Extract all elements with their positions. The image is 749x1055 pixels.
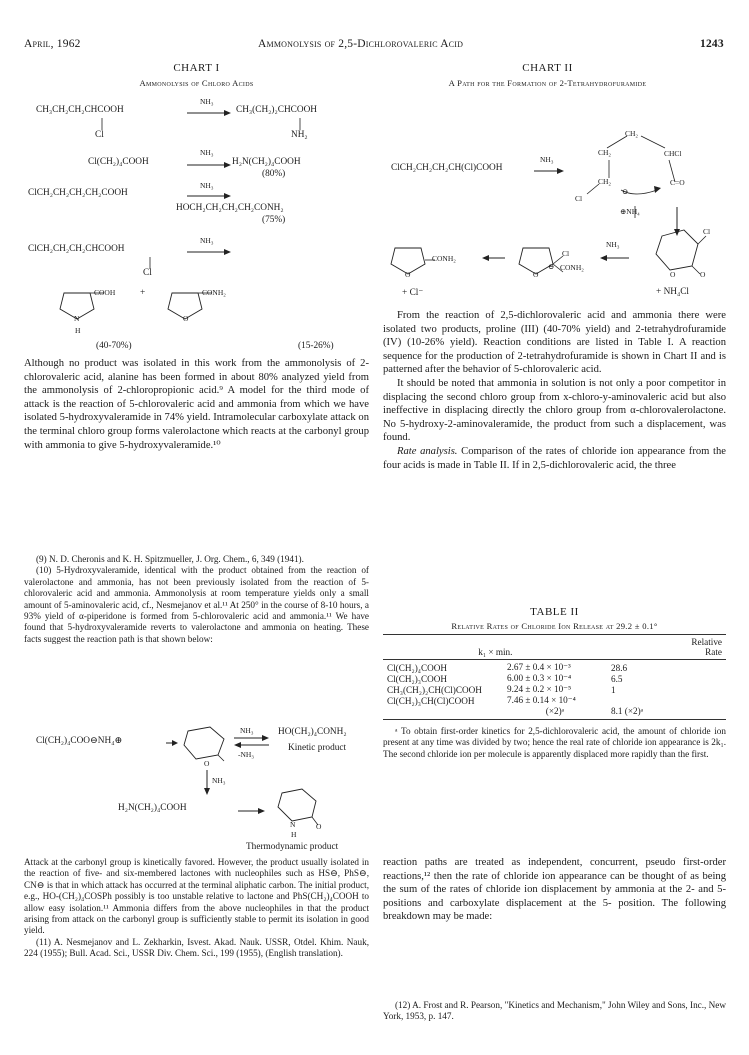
chart-2 <box>375 62 720 88</box>
chart-1-arrow-2 <box>186 160 232 170</box>
scheme-arrow-2 <box>238 806 266 816</box>
chart-1-reactant-2: Cl(CH₂)₄COOH <box>88 157 149 167</box>
scheme-amino-acid: H₂N(CH₂)₄COOH <box>118 803 187 813</box>
left-column-text <box>24 357 369 452</box>
chart-2-i1-co: C=O <box>670 178 685 187</box>
footnote-10-continued: Attack at the carbonyl group is kinetically favored. However, the product usually isolated in the reaction of five- and six-membered lactones with nucleophiles such as HS⊖, PhS⊖, CN⊖ is that in which attack has occurred at the terminal aliphatic carbon. The initial product, e.g., HO-(CH₂)₄COSPh possibly is too unstable relative to lactone and PhS(CH₂)₄COOH to allow easy isolation.¹¹ Ammonia differs from the above nucleophiles in that the product arising from attack on the carbonyl group is sufficiently stable to permit its isolation in good yield. <box>24 857 369 936</box>
paragraph-right-1: From the reaction of 2,5-dichlorovaleric acid and ammonia there were isolated two products, proline (III) (40-70% yield) and 2-tetrahydrofuramide (IV) (10-26% yield). Reaction conditions are listed in Table I. A reaction sequence for the production of 2-tetrahydrofuramide is shown in Chart II and is patterned after the behavior of 5-chlorovaleric acid. <box>383 310 726 376</box>
chart-1-subtitle: Ammonolysis of Chloro Acids <box>139 78 254 88</box>
table-cell-rel: 8.1 (×2)ᵃ <box>611 706 644 716</box>
chart-2-intermediate-ring <box>515 240 571 280</box>
scheme-lactone-o: O <box>204 759 210 768</box>
footnotes-left <box>24 554 369 645</box>
chart-2-lactone-cl: Cl <box>703 227 711 236</box>
paragraph-right-3 <box>383 445 726 472</box>
chart-1-product-3: HOCH₂CH₂CH₂CH₂CONH₂ <box>176 203 284 213</box>
chart-1-reagent-4: NH₃ <box>200 236 214 245</box>
chart-2-chloride-ion: + Cl⁻ <box>402 288 424 298</box>
chart-1-bond-1a <box>100 118 104 130</box>
chart-1-furamide-o: O <box>183 314 189 323</box>
chart-2-reagent-1: NH₃ <box>540 155 554 164</box>
table-cell-rel: 1 <box>611 684 616 695</box>
chart-1-bond-1b <box>298 118 302 130</box>
chart-2-lactone-o: O <box>670 270 676 279</box>
chart-1-plus: + <box>140 288 146 298</box>
table-row <box>383 706 647 716</box>
right-column-text <box>383 309 726 472</box>
chart-2-product-conh2: CONH₂ <box>432 254 456 263</box>
chart-1-reagent-2: NH₃ <box>200 148 214 157</box>
table-row <box>383 695 647 706</box>
table-row <box>383 662 647 673</box>
table-cell-compound: CH₃(CH₂)₂CH(Cl)COOH <box>387 684 482 695</box>
table-cell-k: 2.67 ± 0.4 × 10⁻³ <box>507 662 571 672</box>
scheme-lactam-n: N <box>290 820 296 829</box>
chart-2-i1-ch2-b: CH₂ <box>598 177 612 186</box>
chart-1-reactant-4: ClCH₂CH₂CH₂CHCOOH <box>28 244 125 254</box>
chart-2-title: CHART II <box>522 62 573 74</box>
scheme-lactam-o: O <box>316 822 322 831</box>
chart-1-sub-cl-4: Cl <box>143 268 152 278</box>
table-2-header-rel-2: Rate <box>705 647 722 657</box>
table-cell-compound: Cl(CH₂)₃CH(Cl)COOH <box>387 695 475 706</box>
chart-2-i1-minus: ⊖ <box>622 187 629 196</box>
table-cell-k: 9.24 ± 0.2 × 10⁻⁵ <box>507 684 572 694</box>
chart-2-intermediate-structure <box>575 118 705 222</box>
chart-1-arrow-4 <box>186 247 232 257</box>
page-number: 1243 <box>700 38 724 50</box>
chart-2-nh4cl: + NH₄Cl <box>656 287 690 297</box>
chart-1-product-2: H₂N(CH₂)₄COOH <box>232 157 301 167</box>
chart-2-i1-ch2-top: CH₂ <box>625 129 639 138</box>
chart-2-arrow-left-1 <box>482 253 506 263</box>
table-2-body <box>383 662 647 716</box>
scheme-nh3-top: NH₃ <box>240 726 254 735</box>
chart-1-proline-group: COOH <box>94 288 116 297</box>
table-2-note: ᵃ To obtain first-order kinetics for 2,5-dichlorovaleric acid, the amount of chloride ion present at any time was divided by two; hence the real rate of chloride ion appearance is 2k₁. The second chloride ion per molecule is apparently displaced more rapidly than the first. <box>383 726 726 759</box>
chart-2-i1-ch2-a: CH₂ <box>598 148 612 157</box>
chart-1-sub-cl-1: Cl <box>95 130 104 140</box>
scheme-lactone-ring <box>180 723 228 763</box>
chart-1-title: CHART I <box>173 62 220 74</box>
table-cell-compound: Cl(CH₂)₃COOH <box>387 673 448 684</box>
scheme-start: Cl(CH₂)₄COO⊖NH₄⊕ <box>36 736 123 746</box>
chart-1-proline-h: H <box>75 326 81 335</box>
table-2-caption: Relative Rates of Chloride Ion Release at 29.2 ± 0.1° <box>451 621 658 631</box>
chart-1-yield-2: (80%) <box>262 169 286 179</box>
chart-2-start: ClCH₂CH₂CH₂CH(Cl)COOH <box>391 163 503 173</box>
chart-2-i3-cl: Cl <box>562 249 570 258</box>
footnote-10: (10) 5-Hydroxyvaleramide, identical with the product obtained from the reaction of valerolactone and ammonia, has not been previously isolated from the reaction of 5-chlorovaleric acid and ammonia. Ammonolysis at room temperature yields only a small amount of 5-aminovaleric acid, cf., Nesmejanov et al.¹¹ At 250° in the course of 8-10 hours, a 93% yield of α-piperidone is formed from 5-chlorovaleric acid and ammonia.¹¹ We have found that 5-hydroxyvaleramide reverts to valerolactone and ammonia on heating. These facts suggest the reaction path is that shown below: <box>24 565 369 644</box>
running-header-date: April, 1962 <box>24 38 81 50</box>
chart-1-yield-3: (75%) <box>262 215 286 225</box>
right-column-text-2 <box>383 856 726 924</box>
chart-2-i1-cl: Cl <box>575 194 583 203</box>
table-cell-k: (×2)ᵃ <box>545 706 565 716</box>
scheme-nh3-down: NH₃ <box>212 776 226 785</box>
table-row <box>383 684 647 695</box>
chart-1-reactant-3: ClCH₂CH₂CH₂CH₂COOH <box>28 188 128 198</box>
table-2 <box>383 606 726 760</box>
chart-1-furamide-group: CONH₂ <box>202 288 226 297</box>
rate-analysis-heading: Rate analysis. <box>397 445 458 457</box>
table-cell-k: 7.46 ± 0.14 × 10⁻⁴ <box>507 695 576 705</box>
chart-2-product-ring <box>387 240 437 278</box>
scheme-lactam-h: H <box>291 830 297 839</box>
paragraph-right-4: reaction paths are treated as independent, concurrent, pseudo first-order reactions,¹² then the rate of chloride ion appearance can be thought of as being the sum of the rates of chloride ion displacement by ammonia at the 2- and 5-positions and carboxylate displacement at the 5- position. The following breakdown may be made: <box>383 857 726 923</box>
table-cell-compound: Cl(CH₂)₄COOH <box>387 662 448 673</box>
chart-2-i3-conh2: CONH₂ <box>560 263 584 272</box>
table-row <box>383 673 647 684</box>
scheme-arrow-down <box>202 770 212 796</box>
chart-1-yield-proline: (40-70%) <box>96 341 132 351</box>
scheme-kinetic-label: Kinetic product <box>288 743 347 753</box>
footnote-11: (11) A. Nesmejanov and L. Zekharkin, Isvest. Akad. Nauk. USSR, Otdel. Khim. Nauk, 224 (1955); Bull. Acad. Sci., USSR Div. Chem. Sci., 199 (1955), (English translation). <box>24 936 369 959</box>
chart-2-reagent-2: NH₃ <box>606 240 620 249</box>
chart-2-arrow-1 <box>533 166 565 176</box>
scheme-lactam-ring <box>272 785 322 833</box>
chart-1-arrow-3 <box>186 191 232 201</box>
footnotes-right <box>383 1000 726 1023</box>
scheme-kinetic-product: HO(CH₂)₄CONH₂ <box>278 727 347 737</box>
scheme-thermo-label: Thermodynamic product <box>246 842 339 852</box>
footnote-12: (12) A. Frost and R. Pearson, "Kinetics and Mechanism," John Wiley and Sons, Inc., New York, 1953, p. 147. <box>383 1000 726 1022</box>
table-2-header-rel-1: Relative <box>691 637 722 647</box>
scheme-equilibrium-arrow <box>234 734 270 750</box>
chart-1-arrow-1 <box>186 108 232 118</box>
table-cell-compound <box>383 706 503 716</box>
running-header-title: Ammonolysis of 2,5-Dichlorovaleric Acid <box>258 38 464 50</box>
table-cell-k: 6.00 ± 0.3 × 10⁻⁴ <box>507 673 572 683</box>
paragraph-right-3-body: Comparison of the rates of chloride ion appearance from the four acids is made in Table II. If in 2,5-dichlorovaleric acid, the three <box>383 445 726 471</box>
table-cell-rel: 6.5 <box>611 673 623 684</box>
chart-2-i1-nh4: ⊕NH₄ <box>620 207 640 216</box>
footnote-9: (9) N. D. Cheronis and K. H. Spitzmueller, J. Org. Chem., 6, 349 (1941). <box>36 554 304 564</box>
chart-2-i3-minus: ⊖ <box>548 262 555 271</box>
chart-1-reagent-3: NH₃ <box>200 181 214 190</box>
chart-1 <box>24 62 369 88</box>
chart-2-arrow-left-2 <box>600 253 630 263</box>
chart-1-sub-nh2-1: NH₂ <box>291 130 308 140</box>
chart-2-subtitle: A Path for the Formation of 2-Tetrahydrofuramide <box>448 78 647 88</box>
paragraph-right-2: It should be noted that ammonia in solution is not only a poor competitor in displacing the second chloro group from x-chloro-y-aminovaleric acid but also ineffective in displacing directly the chloro group from α-chlorovalerolactone. No 5-hydroxy-2-aminovaleramide, the product from such a displacement, was found. <box>383 377 726 444</box>
chart-2-product-o: O <box>405 270 411 279</box>
table-cell-rel: 28.6 <box>611 662 628 673</box>
chart-1-product-1: CH₃(CH₂)₂CHCOOH <box>236 105 318 115</box>
chart-1-reagent-1: NH₃ <box>200 97 214 106</box>
chart-1-reactant-1: CH₃CH₂CH₂CHCOOH <box>36 105 124 115</box>
scheme-arrow-1 <box>166 738 178 748</box>
table-2-grid <box>383 637 726 657</box>
chart-1-proline-n: N <box>74 314 80 323</box>
paragraph-left-1: Although no product was isolated in this work from the ammonolysis of 2-chlorovaleric acid, alanine has been formed in about 80% analyzed yield from the ammonolysis of 2-chloropropionic acid.⁹ A model for the third mode of attack is the reaction of 5-chlorovaleric acid and ammonia from which we have isolated 5-hydroxyvaleramide in 74% yield. Intramolecular carboxylate attack on the terminal chloro group forms valerolactone which reacts at the carbonyl group with ammonia to give 5-hydroxyvaleramide.¹⁰ <box>24 358 369 451</box>
table-2-title: TABLE II <box>530 606 579 618</box>
chart-2-lactone-carbonyl-o: O <box>700 270 706 279</box>
chart-1-yield-furamide: (15-26%) <box>298 341 334 351</box>
chart-2-i3-o: O <box>533 270 539 279</box>
table-2-header-k: k₁ × min. <box>478 647 513 657</box>
scheme-nh3-bottom: -NH₃ <box>238 750 254 759</box>
footnotes-left-cont <box>24 857 369 960</box>
chart-2-i1-chcl: CHCl <box>664 149 682 158</box>
table-cell-rel <box>607 695 647 706</box>
